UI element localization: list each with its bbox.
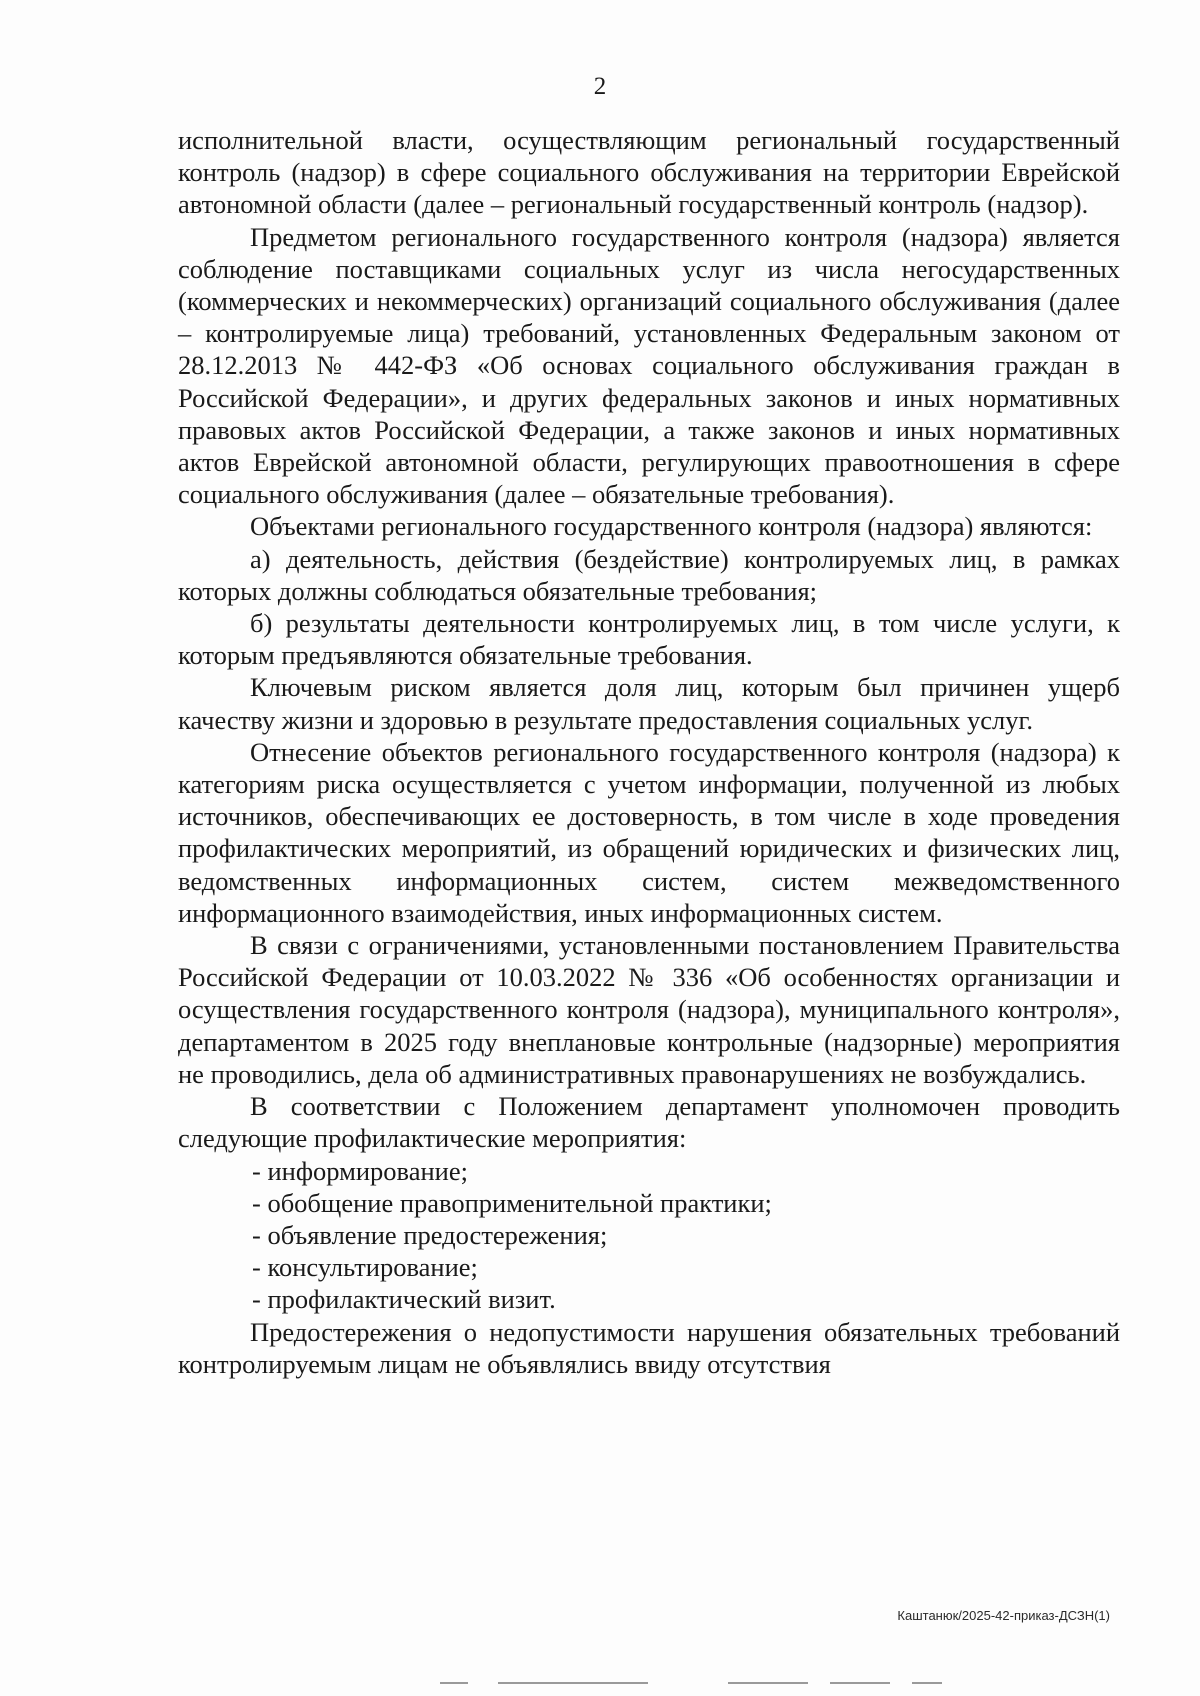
footer-reference: Каштанюк/2025-42-приказ-ДСЗН(1) [897,1608,1110,1623]
paragraph: исполнительной власти, осуществляющим региональный государственный контроль (надзор) в сфере социального обслуживания на территории Еврейской автономной области (далее – региональный государственный контроль (надзор). [178,125,1120,220]
document-body [178,124,1120,1380]
paragraph: а) деятельность, действия (бездействие) контролируемых лиц, в рамках которых должны соблюдаться обязательные требования; [178,543,1120,606]
paragraph: Предостережения о недопустимости нарушения обязательных требований контролируемым лицам не объявлялись ввиду отсутствия [178,1316,1120,1379]
list-item: - консультирование; [252,1252,478,1283]
list-item: - информирование; [252,1155,468,1186]
list-item: - объявление предостережения; [252,1219,608,1250]
paragraph: Объектами регионального государственного контроля (надзора) являются: [250,511,1093,542]
scan-artifact-line [728,1682,808,1684]
list-item: - профилактический визит. [252,1284,556,1315]
paragraph: б) результаты деятельности контролируемых лиц, в том числе услуги, к которым предъявляются обязательные требования. [178,608,1120,671]
paragraph: В соответствии с Положением департамент уполномочен проводить следующие профилактические мероприятия: [178,1091,1120,1154]
paragraph: В связи с ограничениями, установленными постановлением Правительства Российской Федерации от 10.03.2022 № 336 «Об особенностях организации и осуществления государственного контроля (надзора), муниципального контроля», департаментом в 2025 году внеплановые контрольные (надзорные) мероприятия не проводились, дела об административных правонарушениях не возбуждались. [178,930,1120,1089]
page-number: 2 [593,73,607,100]
paragraph: Предметом регионального государственного контроля (надзора) является соблюдение поставщиками социальных услуг из числа негосударственных (коммерческих и некоммерческих) организаций социального обслуживания (далее – контролируемые лица) требований, установленных Федеральным законом от 28.12.2013 № 442-ФЗ «Об основах социального обслуживания граждан в Российской Федерации», и других федеральных законов и иных нормативных правовых актов Российской Федерации, а также законов и иных нормативных актов Еврейской автономной области, регулирующих правоотношения в сфере социального обслуживания (далее – обязательные требования). [178,221,1120,510]
list-item: - обобщение правоприменительной практики; [252,1187,772,1218]
scan-artifact-line [498,1682,648,1684]
scan-artifact-line [912,1682,942,1684]
paragraph: Отнесение объектов регионального государственного контроля (надзора) к категориям риска осуществляется с учетом информации, полученной из любых источников, обеспечивающих ее достоверность, в том числе в ходе проведения профилактических мероприятий, из обращений юридических и физических лиц, ведомственных информационных систем, систем межведомственного информационного взаимодействия, иных информационных систем. [178,736,1120,928]
paragraph: Ключевым риском является доля лиц, которым был причинен ущерб качеству жизни и здоровью в результате предоставления социальных услуг. [178,672,1120,735]
scan-artifact-line [440,1682,468,1684]
scan-artifact-line [830,1682,890,1684]
